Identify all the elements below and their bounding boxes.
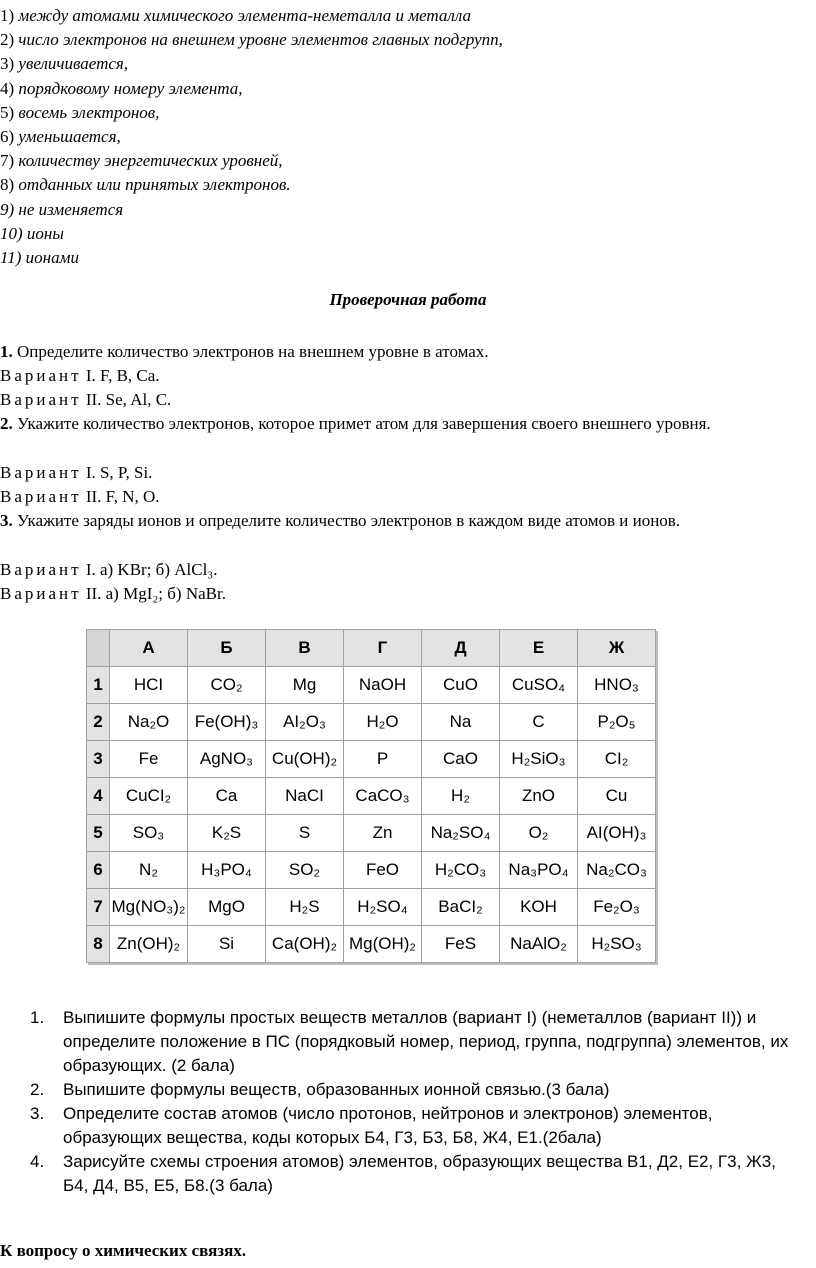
table-cell: Cu [578, 778, 656, 815]
answer-item [0, 246, 79, 270]
q1-number: 1. [0, 342, 13, 361]
table-cell: NaCI [266, 778, 344, 815]
table-corner-cell [87, 630, 110, 667]
table-cell: NaAlO₂ [500, 926, 578, 963]
q2-variant-1-label: Вариант [0, 463, 82, 482]
table-cell: Fe₂O₃ [578, 889, 656, 926]
table-row [87, 741, 656, 778]
column-header: Г [344, 630, 422, 667]
table-cell: Zn [344, 815, 422, 852]
table-cell: AI(OH)₃ [578, 815, 656, 852]
answer-text: уменьшается, [18, 127, 121, 146]
task-text: Выпишите формулы веществ, образованных ионной связью.(3 бала) [63, 1080, 610, 1099]
q2-text: Укажите количество электронов, которое примет атом для завершения своего внешнего уровня. [17, 414, 711, 433]
table-cell: P₂O₅ [578, 704, 656, 741]
answer-text: восемь электронов, [18, 102, 160, 122]
table-cell: C [500, 704, 578, 741]
table-cell: Si [188, 926, 266, 963]
table-cell: H₃PO₄ [188, 852, 266, 889]
answer-number: 4) [0, 78, 15, 98]
q2-variant-2: II. F, N, O. [85, 487, 160, 506]
table-cell: CaO [422, 741, 500, 778]
table-cell: Mg(NO₃)₂ [110, 889, 188, 926]
task-number: 3. [30, 1104, 45, 1123]
column-header: Д [422, 630, 500, 667]
answer-number: 2) [0, 30, 15, 50]
column-header: Б [188, 630, 266, 667]
table-row [87, 852, 656, 889]
table-cell: H₂O [344, 704, 422, 741]
row-header: 8 [87, 926, 110, 963]
q1-variant-2: II. Se, Al, C. [85, 390, 172, 409]
answer-number: 6) [0, 127, 15, 146]
test-title: Проверочная работа [329, 290, 487, 309]
table-cell: H₂ [422, 778, 500, 815]
task-item [30, 1150, 800, 1198]
table-cell: CI₂ [578, 741, 656, 778]
table-cell: Na [422, 704, 500, 741]
table-cell: AgNO₃ [188, 741, 266, 778]
table-cell: FeO [344, 852, 422, 889]
answer-item [0, 4, 471, 28]
q2-variant-1: I. S, P, Si. [85, 463, 153, 482]
table-cell: Na₃PO₄ [500, 852, 578, 889]
table-cell: P [344, 741, 422, 778]
table-cell: Ca(OH)₂ [266, 926, 344, 963]
answer-item [0, 77, 243, 101]
answer-item [0, 28, 503, 52]
table-cell: N₂ [110, 852, 188, 889]
q3-variant-1: I. а) KBr; б) AlCl₃. [85, 560, 218, 579]
q3-variant-2: II. а) MgI₂; б) NaBr. [85, 584, 226, 603]
task-number: 2. [30, 1080, 45, 1099]
q3-variant-1-label: Вариант [0, 560, 82, 579]
answer-text: увеличивается, [18, 54, 129, 74]
answer-item [0, 222, 64, 246]
answer-item [0, 125, 121, 149]
table-cell: Na₂O [110, 704, 188, 741]
answer-item [0, 173, 291, 197]
q1-variant-2-label: Вариант [0, 390, 82, 409]
table-body [87, 667, 656, 963]
task-item [30, 1102, 800, 1150]
table-cell: HNO₃ [578, 667, 656, 704]
q3-number: 3. [0, 511, 13, 530]
answer-number: 11) [0, 248, 22, 267]
table-cell: S [266, 815, 344, 852]
task-text: Зарисуйте схемы строения атомов) элементов, образующих вещества В1, Д2, Е2, Г3, Ж3, Б4, Д4, В5, Е5, Б8.(3 бала) [63, 1152, 776, 1195]
table-cell: H₂S [266, 889, 344, 926]
answer-number: 1) [0, 6, 15, 25]
table-cell: H₂CO₃ [422, 852, 500, 889]
answer-number: 5) [0, 102, 15, 122]
column-header: Ж [578, 630, 656, 667]
table-cell: Mg(OH)₂ [344, 926, 422, 963]
table-header-row [87, 630, 656, 667]
answer-text: ионами [25, 248, 79, 267]
table-cell: CuCI₂ [110, 778, 188, 815]
table-cell: KOH [500, 889, 578, 926]
answer-item [0, 101, 159, 125]
answer-item [0, 149, 283, 173]
table-cell: Fe(OH)₃ [188, 704, 266, 741]
table-row [87, 889, 656, 926]
table-cell: SO₃ [110, 815, 188, 852]
answer-item [0, 52, 128, 76]
task-text: Определите состав атомов (число протонов, нейтронов и электронов) элементов, образующих вещества, коды которых Б4, Г3, Б3, Б8, Ж4, Е1.(2бала) [63, 1104, 713, 1147]
table-cell: BaCI₂ [422, 889, 500, 926]
task-number: 1. [30, 1008, 45, 1027]
row-header: 3 [87, 741, 110, 778]
answer-text: между атомами химического элемента-неметалла и металла [18, 6, 471, 25]
table-cell: Ca [188, 778, 266, 815]
q1-text: Определите количество электронов на внешнем уровне в атомах. [17, 342, 489, 361]
table-cell: CaCO₃ [344, 778, 422, 815]
table-cell: K₂S [188, 815, 266, 852]
table-cell: H₂SO₄ [344, 889, 422, 926]
table-cell: HCI [110, 667, 188, 704]
answer-item [0, 198, 123, 222]
table-cell: H₂SO₃ [578, 926, 656, 963]
task-list [30, 1006, 800, 1198]
answer-text: ионы [26, 223, 64, 243]
table-cell: AI₂O₃ [266, 704, 344, 741]
q3-variant-2-label: Вариант [0, 584, 82, 603]
table-row [87, 704, 656, 741]
table-cell: CuO [422, 667, 500, 704]
table-cell: CuSO₄ [500, 667, 578, 704]
table-cell: Na₂SO₄ [422, 815, 500, 852]
answer-number: 8) [0, 175, 15, 195]
q1-variant-1-label: Вариант [0, 366, 82, 385]
table-cell: NaOH [344, 667, 422, 704]
answer-number: 7) [0, 151, 15, 171]
table-cell: Fe [110, 741, 188, 778]
answer-text: отданных или принятых электронов. [18, 175, 291, 195]
footer-heading: К вопросу о химических связях. [0, 1241, 247, 1260]
table-row [87, 667, 656, 704]
table-row [87, 815, 656, 852]
task-text: Выпишите формулы простых веществ металлов (вариант I) (неметаллов (вариант II)) и определите положение в ПС (порядковый номер, период, группа, подгруппа) элементов, их образующих. (2 бала) [63, 1008, 789, 1075]
substances-table [86, 629, 656, 963]
answer-number: 10) [0, 223, 23, 243]
table-cell: FeS [422, 926, 500, 963]
answer-number: 3) [0, 54, 15, 74]
column-header: В [266, 630, 344, 667]
q3-text: Укажите заряды ионов и определите количество электронов в каждом виде атомов и ионов. [17, 511, 681, 530]
row-header: 4 [87, 778, 110, 815]
q2-number: 2. [0, 414, 13, 433]
table-row [87, 778, 656, 815]
table-cell: H₂SiO₃ [500, 741, 578, 778]
answer-text: порядковому номеру элемента, [18, 78, 243, 98]
task-item [30, 1006, 800, 1078]
table-cell: Mg [266, 667, 344, 704]
table-row [87, 926, 656, 963]
answer-text: число электронов на внешнем уровне элементов главных подгрупп, [18, 30, 503, 50]
row-header: 6 [87, 852, 110, 889]
row-header: 7 [87, 889, 110, 926]
row-header: 2 [87, 704, 110, 741]
answer-text: количеству энергетических уровней, [18, 151, 283, 171]
table-cell: CO₂ [188, 667, 266, 704]
column-header: А [110, 630, 188, 667]
answer-text: не изменяется [18, 199, 124, 219]
answer-number: 9) [0, 199, 15, 219]
q1-variant-1: I. F, B, Ca. [85, 366, 160, 385]
table-cell: Na₂CO₃ [578, 852, 656, 889]
task-number: 4. [30, 1152, 45, 1171]
q2-variant-2-label: Вариант [0, 487, 82, 506]
table-cell: Cu(OH)₂ [266, 741, 344, 778]
table-cell: O₂ [500, 815, 578, 852]
column-header: Е [500, 630, 578, 667]
row-header: 1 [87, 667, 110, 704]
row-header: 5 [87, 815, 110, 852]
table-cell: SO₂ [266, 852, 344, 889]
table-cell: ZnO [500, 778, 578, 815]
task-item [30, 1078, 800, 1102]
table-cell: Zn(OH)₂ [110, 926, 188, 963]
table-cell: MgO [188, 889, 266, 926]
